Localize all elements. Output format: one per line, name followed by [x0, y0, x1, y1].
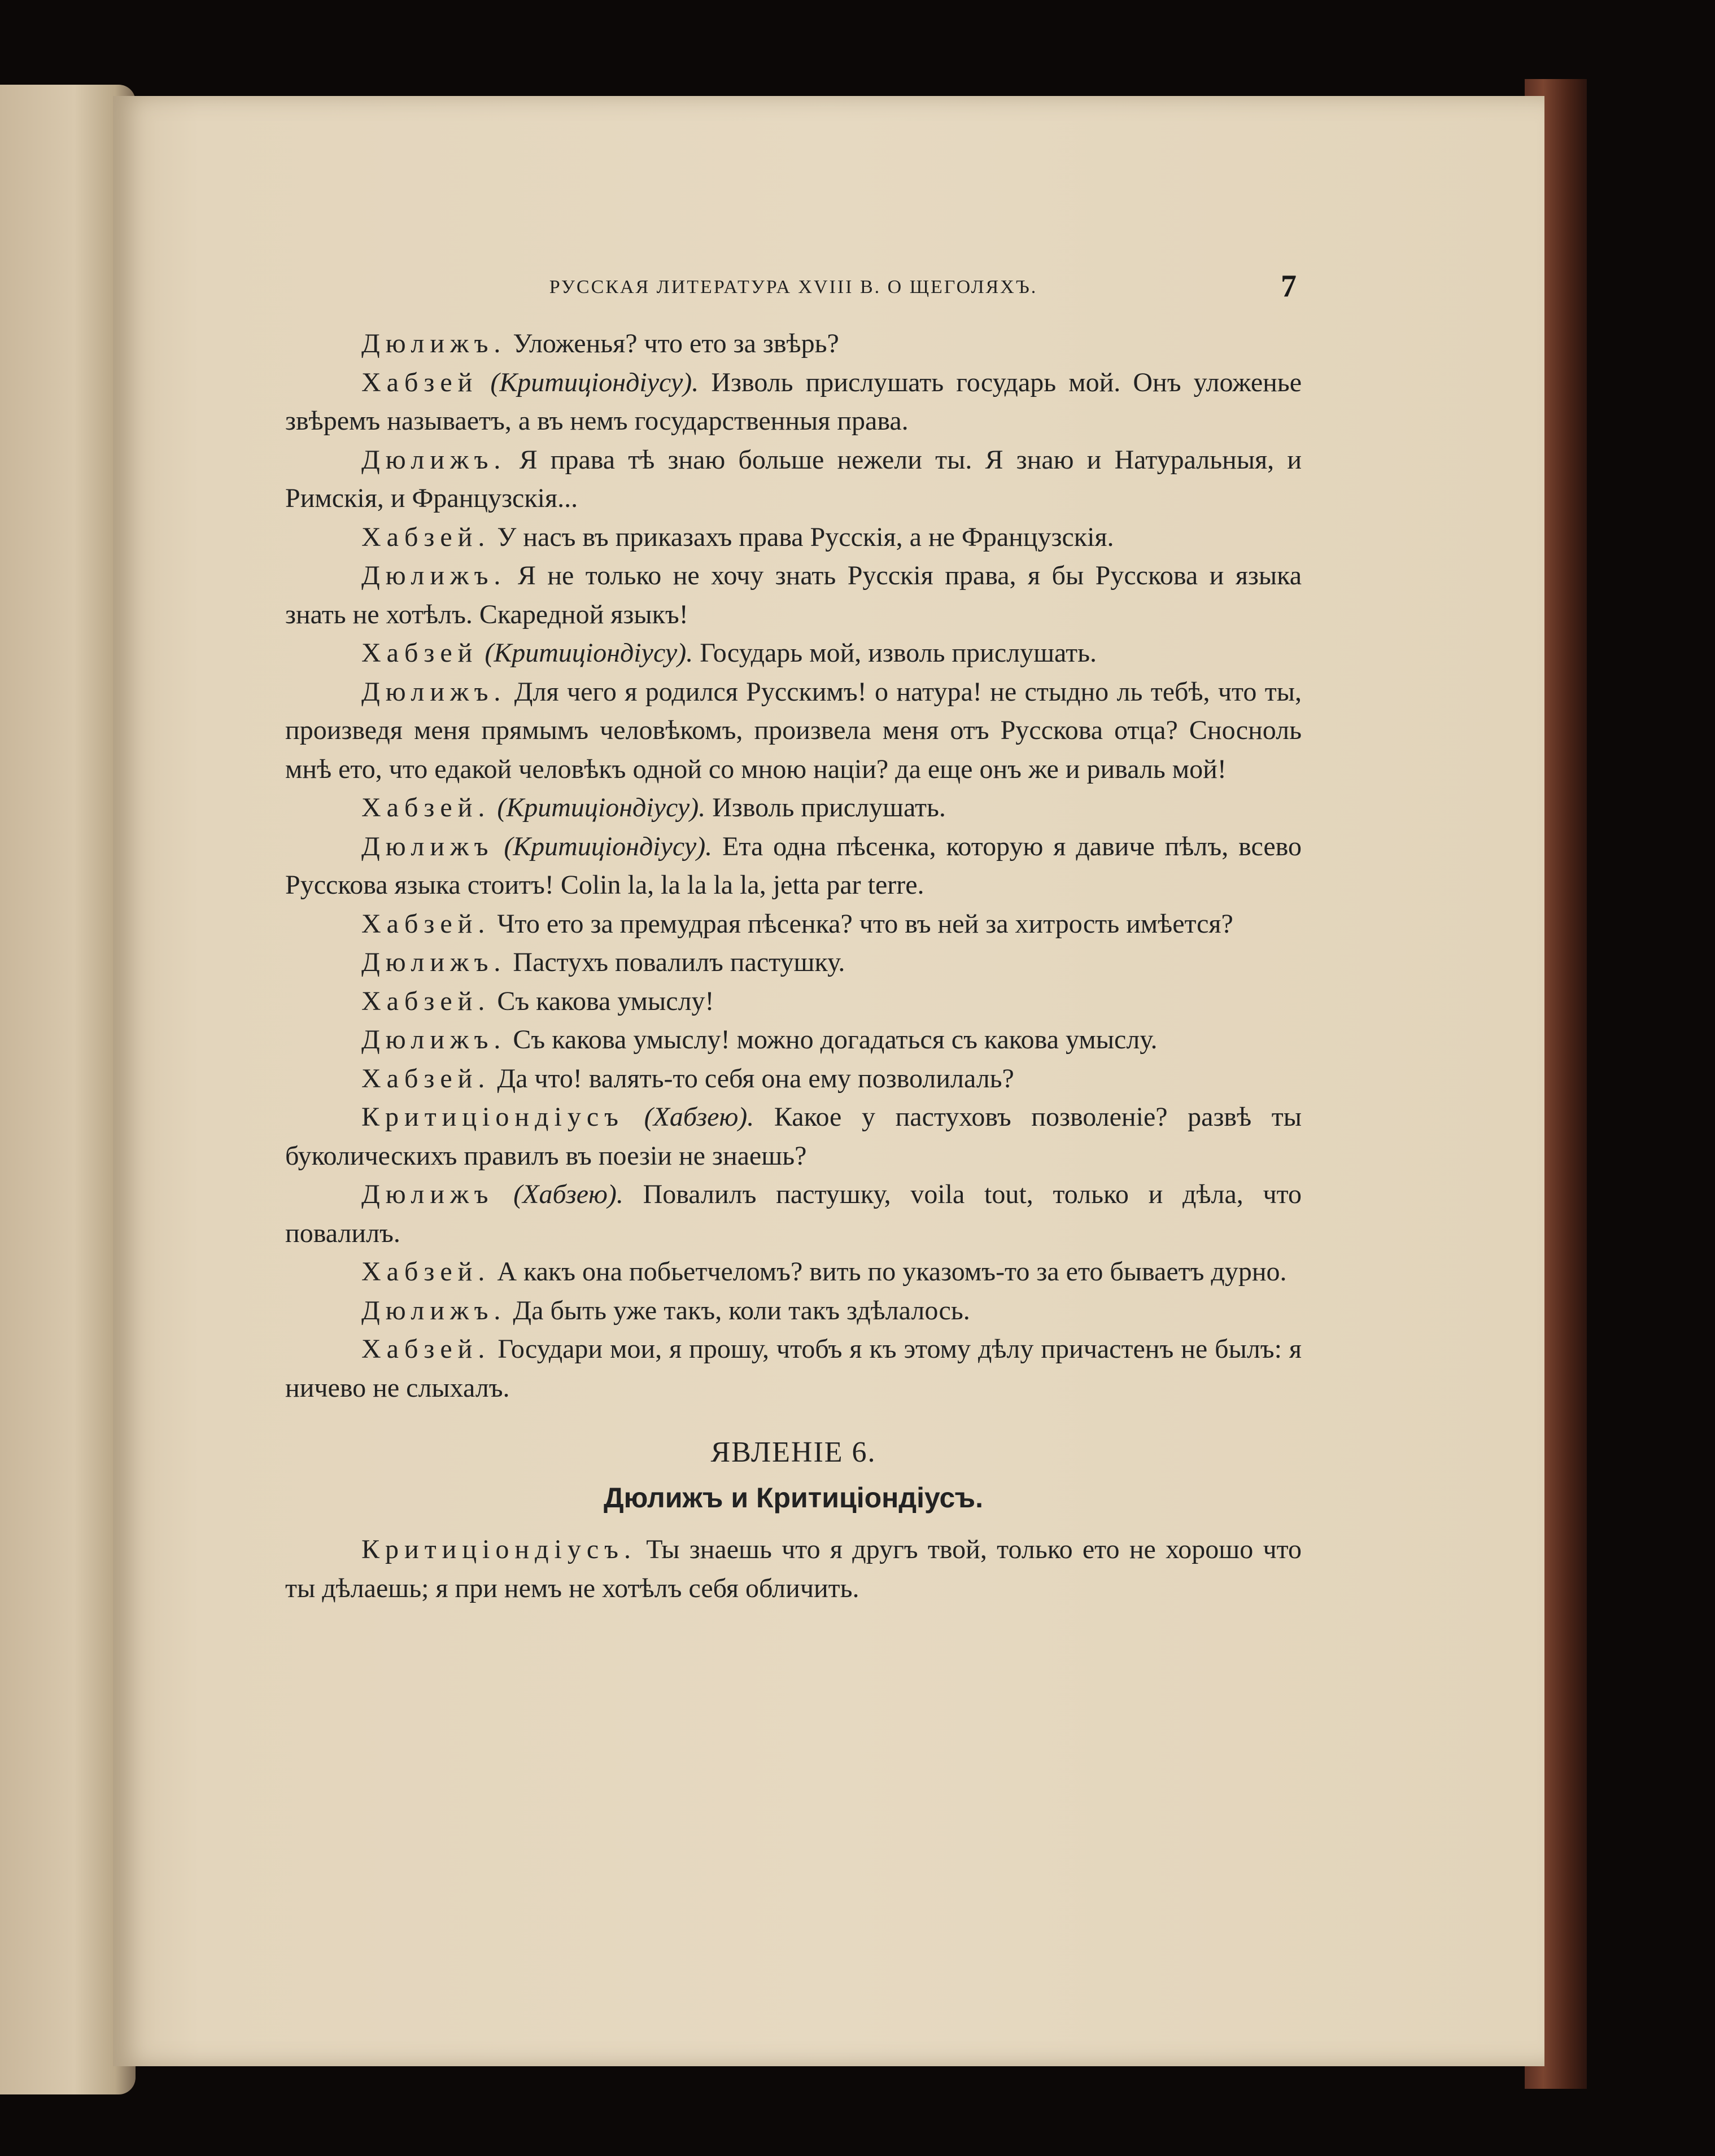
speech-text: Я права тѣ знаю больше нежели ты. Я знаю и Натуральныя, и Римскія, и Французскія... — [285, 444, 1302, 513]
speech-text: Государи мои, я прошу, чтобъ я къ этому дѣлу причастенъ не былъ: я ничево не слыхалъ. — [285, 1334, 1302, 1403]
scene-title: ЯВЛЕНІЕ 6. — [710, 1436, 876, 1468]
page-number: 7 — [1281, 269, 1297, 304]
dialogue-paragraph — [285, 557, 1302, 634]
dialogue-paragraph — [285, 364, 1302, 441]
dialogue-paragraph — [285, 518, 1302, 557]
speech-text: Для чего я родился Русскимъ! о натура! не стыдно ль тебѣ, что ты, произведя меня прямымъ человѣкомъ, произвела меня отъ Русскова отца? Сносноль мнѣ ето, что едакой человѣкъ одной со мною націи? да еще онъ же и риваль мой! — [285, 676, 1302, 784]
speech-text: Ета одна пѣсенка, которую я давиче пѣлъ, всево Русскова языка стоитъ! Colin la, la la la la, jetta par terre. — [285, 831, 1302, 900]
page-body — [285, 325, 1302, 1608]
dialogue-paragraph — [285, 789, 1302, 828]
dialogue-paragraph — [285, 828, 1302, 905]
speaker-name: Хабзей. — [361, 1334, 491, 1364]
dialogue-paragraph — [285, 905, 1302, 944]
speech-text: Съ какова умыслу! — [497, 986, 714, 1016]
speaker-name: Хабзей. — [361, 908, 491, 939]
speaker-name: Дюлижъ. — [361, 1295, 507, 1326]
speaker-name: Дюлижъ — [361, 831, 494, 861]
dialogue-paragraph — [285, 1060, 1302, 1099]
running-head: РУССКАЯ ЛИТЕРАТУРА XVIII В. О ЩЕГОЛЯХЪ. — [549, 277, 1038, 298]
speaker-name: Критиціондіусъ — [361, 1102, 624, 1132]
stage-direction: (Критиціондіусу). — [504, 831, 713, 861]
speaker-name: Хабзей — [361, 367, 478, 397]
speech-text: Государь мой, изволь прислушать. — [700, 638, 1097, 668]
speech-text: Пастухъ повалилъ пастушку. — [513, 947, 845, 977]
final-paragraph — [285, 1530, 1302, 1608]
speaker-name: Дюлижъ. — [361, 947, 507, 977]
stage-direction: (Критиціондіусу). — [497, 793, 706, 823]
speaker-name: Хабзей — [361, 638, 478, 668]
dialogue — [285, 325, 1302, 1407]
speaker-name: Дюлижъ. — [361, 1025, 507, 1055]
speaker-name: Хабзей. — [361, 793, 491, 823]
speaker-name: Дюлижъ. — [361, 444, 507, 475]
speaker-name: Хабзей. — [361, 1257, 491, 1287]
dialogue-paragraph — [285, 1253, 1302, 1292]
dialogue-paragraph — [285, 673, 1302, 789]
dialogue-paragraph — [285, 1292, 1302, 1331]
stage-direction: (Хабзею). — [513, 1179, 623, 1209]
scene-characters: Дюлижъ и Критиціондіусъ. — [603, 1482, 984, 1514]
dialogue-paragraph — [285, 325, 1302, 364]
speaker-name: Дюлижъ. — [361, 676, 507, 707]
dialogue-paragraph — [285, 943, 1302, 982]
speech-text: Изволь прислушать государь мой. Онъ уложенье звѣремъ называетъ, а въ немъ государственныя права. — [285, 367, 1302, 436]
speaker-name: Критиціондіусъ. — [361, 1534, 636, 1564]
speaker-name: Хабзей. — [361, 522, 491, 552]
speech-text: Уложенья? что ето за звѣрь? — [513, 329, 839, 358]
dialogue-paragraph — [285, 1021, 1302, 1060]
speech-text: Изволь прислушать. — [712, 793, 946, 823]
speaker-name: Дюлижъ — [361, 1179, 494, 1209]
dialogue-paragraph — [285, 1175, 1302, 1253]
speech-text: Да что! валять-то себя она ему позволилаль? — [497, 1063, 1014, 1094]
stage-direction: (Критиціондіусу). — [490, 367, 699, 397]
dialogue-paragraph — [285, 441, 1302, 518]
stage-direction: (Критиціондіусу). — [485, 638, 693, 668]
stage-direction: (Хабзею). — [644, 1102, 754, 1132]
speaker-name: Дюлижъ. — [361, 561, 507, 591]
speaker-name: Дюлижъ. — [361, 329, 507, 358]
speaker-name: Хабзей. — [361, 986, 491, 1016]
speaker-name: Хабзей. — [361, 1063, 491, 1094]
speech-text: Я не только не хочу знать Русскія права, я бы Русскова и языка знать не хотѣлъ. Скаредной языкъ! — [285, 561, 1302, 629]
dialogue-paragraph — [285, 1330, 1302, 1407]
speech-text: А какъ она побьетчеломъ? вить по указомъ-то за ето бываетъ дурно. — [497, 1257, 1287, 1287]
speech-text: Да быть уже такъ, коли такъ здѣлалось. — [513, 1295, 970, 1326]
speech-text: У насъ въ приказахъ права Русскія, а не Французскія. — [497, 522, 1114, 552]
speech-text: Повалилъ пастушку, voila tout, только и дѣла, что повалилъ. — [285, 1179, 1302, 1248]
speech-text: Ты знаешь что я другъ твой, только ето не хорошо что ты дѣлаешь; я при немъ не хотѣлъ себя обличить. — [285, 1534, 1302, 1603]
speech-text: Какое у пастуховъ позволеніе? развѣ ты буколическихъ правилъ въ поезіи не знаешь? — [285, 1102, 1302, 1171]
dialogue-paragraph — [285, 1098, 1302, 1175]
dialogue-paragraph — [285, 982, 1302, 1021]
speech-text: Что ето за премудрая пѣсенка? что въ ней за хитрость имѣется? — [497, 908, 1233, 939]
dialogue-paragraph — [285, 634, 1302, 673]
speech-text: Съ какова умыслу! можно догадаться съ какова умыслу. — [513, 1025, 1158, 1055]
